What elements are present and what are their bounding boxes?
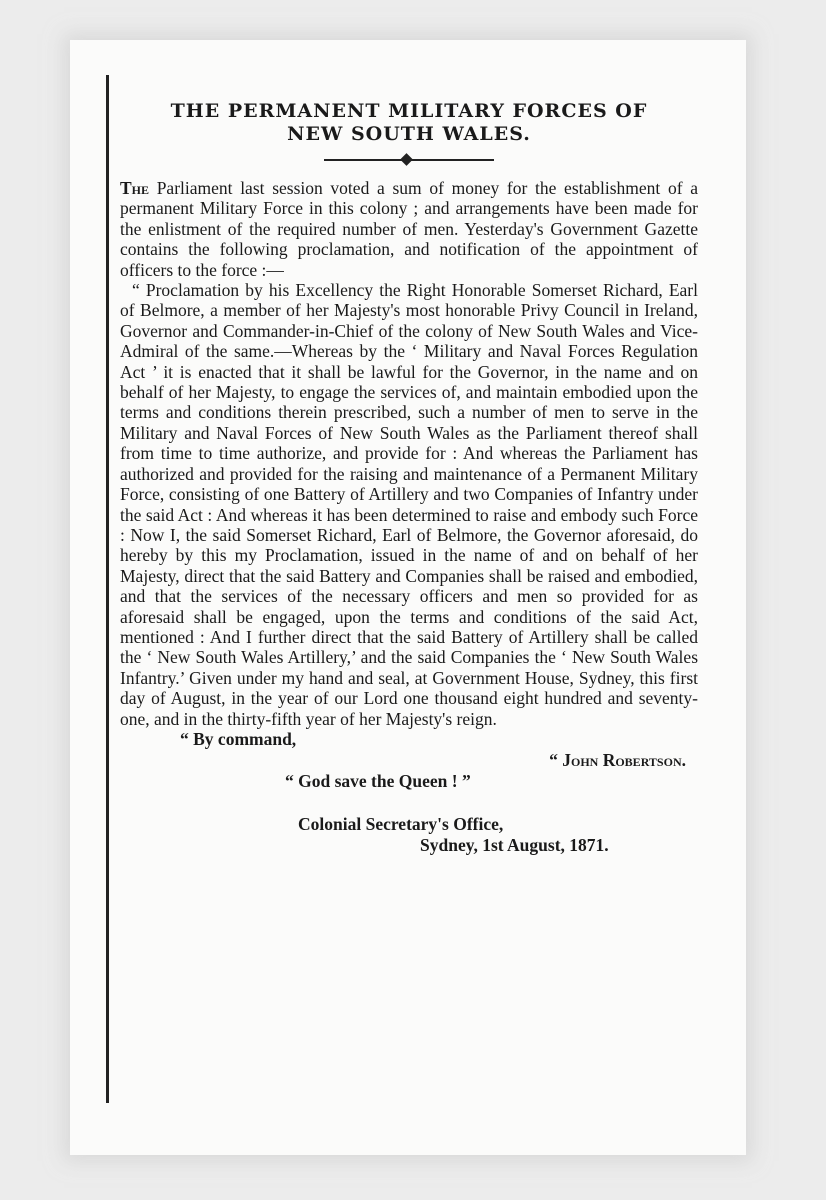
headline-line-1: THE PERMANENT MILITARY FORCES OF [170, 100, 648, 122]
intro-paragraph [120, 178, 698, 280]
signature-block [120, 729, 698, 856]
intro-lead-word: The [120, 178, 150, 198]
diamond-ornament-icon [400, 153, 413, 166]
headline-line-2: NEW SOUTH WALES. [287, 123, 531, 145]
headline [120, 100, 698, 146]
proclamation-paragraph: “ Proclamation by his Excellency the Right Honorable Somerset Richard, Earl of Belmore, a member of her Majesty's most honorable Privy Council in Ireland, Governor and Commander-in-Chief of the colony of New South Wales and Vice-Admiral of the same.—Whereas by the ‘ Military and Naval Forces Regulation Act ’ it is enacted that it shall be lawful for the Governor, in the name and on behalf of her Majesty, to engage the services of, and maintain embodied upon the terms and conditions therein prescribed, such a number of men to serve in the Military and Naval Forces of New South Wales as the Parliament thereof shall from time to time authorize, and provide for : And whereas the Parliament has authorized and provided for the raising and maintenance of a Permanent Military Force, consisting of one Battery of Artillery and two Companies of Infantry under the said Act : And whereas it has been determined to raise and embody such Force : Now I, the said Somerset Richard, Earl of Belmore, the Governor aforesaid, do hereby by this my Proclamation, issued in the name of and on behalf of her Majesty, direct that the said Battery and Companies shall be raised and embodied, and that the services of the necessary officers and men so provided for as aforesaid shall be engaged, upon the terms and conditions of the said Act, mentioned : And I further direct that the said Battery of Artillery shall be called the ‘ New South Wales Artillery,’ and the said Companies the ‘ New South Wales Infantry.’ Given under my hand and seal, at Government House, Sydney, this first day of August, in the year of our Lord one thousand eight hundred and seventy-one, and in the thirty-fifth year of her Majesty's reign. [120, 280, 698, 729]
column-rule [106, 75, 109, 1103]
signatory-name: “ John Robertson. [549, 749, 686, 770]
god-save-line: “ God save the Queen ! ” [285, 770, 471, 791]
dateline: Sydney, 1st August, 1871. [420, 834, 609, 855]
office-line: Colonial Secretary's Office, [298, 813, 504, 834]
headline-divider [324, 154, 494, 166]
intro-text: Parliament last session voted a sum of money for the establishment of a permanent Military Force in this colony ; and arrangements have been made for the enlistment of the required number of men. Yesterday's Government Gazette contains the following proclamation, and notification of the appointment of officers to the force :— [120, 178, 698, 280]
newspaper-article [120, 100, 698, 856]
by-command-line: “ By command, [180, 728, 297, 749]
